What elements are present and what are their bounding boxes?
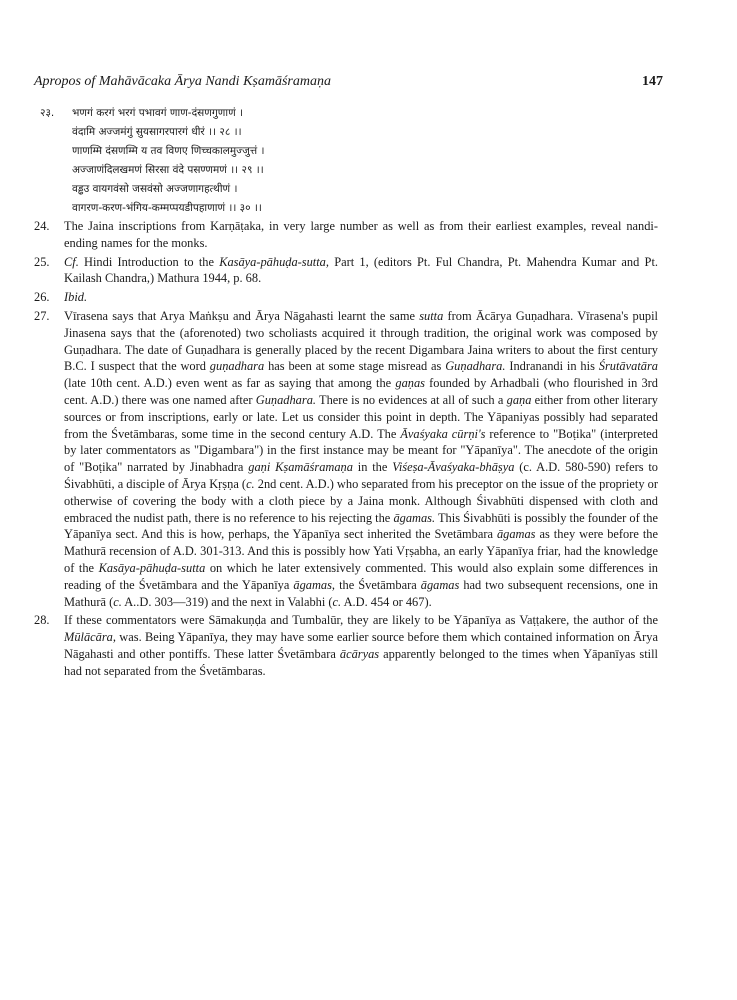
footnote-28 — [34, 612, 658, 679]
footnote-24 — [34, 218, 658, 252]
verse-line: वड्ढउ वायगवंसो जसवंसो अज्जणागहत्थीणं । — [72, 183, 238, 195]
footnote-text: Cf. Hindi Introduction to the Kasāya-pāhuḍa-sutta, Part 1, (editors Pt. Ful Chandra, Pt. Mahendra Kumar and Pt. Kailash Chandra,) Mathura 1944, p. 68. — [64, 254, 658, 286]
verse-line: अज्जाणंदिलखमणं सिरसा वंदे पसण्णमणं ।। २९ ।। — [72, 164, 264, 176]
verse-number: २३. — [40, 107, 55, 119]
page-number: 147 — [642, 74, 663, 89]
footnote-number: 25. — [34, 254, 50, 269]
footnote-number: 27. — [34, 308, 50, 323]
footnote-number: 26. — [34, 290, 50, 305]
footnote-26 — [34, 289, 658, 306]
page-header — [34, 74, 663, 94]
sanskrit-verse-block — [40, 104, 600, 218]
footnote-text: If these commentators were Sāmakuṇḍa and Tumbalūr, they are likely to be Yāpanīya as Vaṭṭakere, the author of the Mūlācāra, was. Being Yāpanīya, they may have some earlier source before them which contained information on Ārya Nāgahasti and other pontiffs. These latter Śvetāmbara ācāryas apparently belonged to the times when Yāpanīyas still had not separated from the Śvetāmbaras. — [64, 613, 658, 678]
verse-line: २३. भणगं करगं भरगं पभावगं णाण-दंसणगुणाणं । — [40, 104, 600, 123]
footnotes — [34, 218, 658, 682]
verse-line: णाणम्मि दंसणम्मि य तव विणए णिच्चकालमुज्जुत्तं । — [72, 145, 265, 157]
footnote-number: 24. — [34, 219, 50, 233]
footnote-25 — [34, 254, 658, 288]
running-title: Apropos of Mahāvācaka Ārya Nandi Kṣamāśramaṇa — [34, 74, 331, 89]
verse-line: वंदामि अज्जमंगुं सुयसागरपारगं धीरं ।। २८ ।। — [72, 126, 242, 138]
footnote-text: Ibid. — [64, 290, 88, 305]
footnote-number: 28. — [34, 613, 50, 628]
footnote-text: The Jaina inscriptions from Karṇāṭaka, in very large number as well as from their earliest examples, reveal nandi-ending names for the monks. — [64, 219, 658, 250]
footnote-27 — [34, 308, 658, 610]
verse-line: वागरण-करण-भंगिय-कम्मप्पयडीपहाणाणं ।। ३० ।। — [72, 202, 262, 214]
footnote-text: Vīrasena says that Arya Maṅkṣu and Ārya Nāgahasti learnt the same sutta from Ācārya Guṇadhara. Vīrasena's pupil Jinasena says that the (aforenoted) two scholiasts acquired it through tradition, the original work was composed by Guṇadhara. The date of Guṇadhara is generally placed by the recent Digambara Jaina writers to about the first century B.C. I suspect that the word guṇadhara has been at some stage misread as Guṇadhara. Indranandi in his Śrutāvatāra (late 10th cent. A.D.) even went as far as saying that among the gaṇas founded by Arhadbali (who flourished in 3rd cent. A.D.) there was one named after Guṇadhara. There is no evidences at all of such a gaṇa either from other literary sources or from inscriptions, early or late. Let us consider this point in depth. The Yāpaniyas possibly had separated from the Śvetāmbaras, some time in the second century A.D. The Āvaśyaka cūrṇi's reference to "Boṭika" (interpreted by later commentators as "Digambara") in the first instance may be meant for "Yāpanīya". The anecdote of the origin of "Boṭika" narrated by Jinabhadra gaṇi Kṣamāśramaṇa in the Viśeṣa-Āvaśyaka-bhāṣya (c. A.D. 580-590) refers to Śivabhūti, a disciple of Ārya Kṛṣṇa (c. 2nd cent. A.D.) who separated from his preceptor on the issue of the propriety or otherwise of covering the body with a cloth piece by a Jaina monk. Although Śivabhūti dispensed with cloth and embraced the nudist path, there is no reference to his rejecting the āgamas. This Śivabhūti is possibly the founder of the Yāpanīya sect. And this is how, perhaps, the Yāpanīya sect inherited the Svetāmbara āgamas as they were before the Mathurā recension of A.D. 301-313. And this is possibly how Yati Vṛṣabha, an early Yāpanīya friar, had the knowledge of the Kasāya-pāhuḍa-sutta on which he later extensively commented. This would also explain some differences in reading of the Śvetāmbara and the Yāpanīya āgamas, the Śvetāmbara āgamas had two subsequent recensions, one in Mathurā (c. A..D. 303—319) and the next in Valabhi (c. A.D. 454 or 467). — [64, 308, 659, 609]
